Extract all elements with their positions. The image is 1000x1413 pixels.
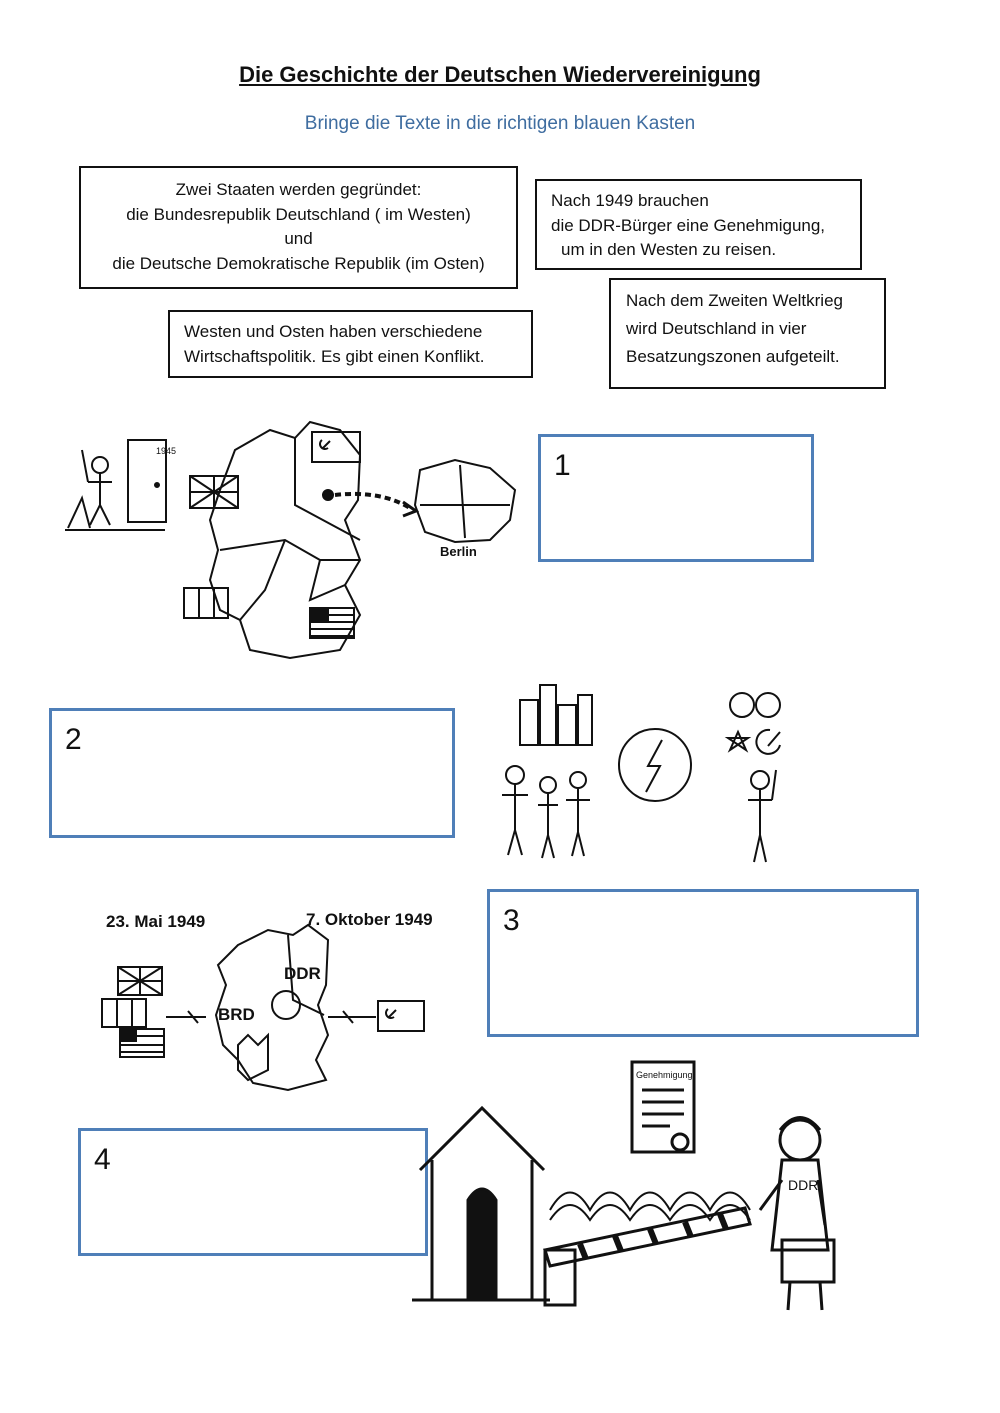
soldier-door-icon [65,440,166,530]
berlin-label: Berlin [440,544,477,559]
worker-figure-icon [748,770,776,862]
uk-flag-icon [190,476,238,508]
card-line: und [284,229,313,249]
illustration-occupation-zones [60,410,530,665]
ddr-label: DDR [284,964,321,983]
card-line: wird Deutschland in vier [626,319,807,339]
illustration-founding [88,895,453,1100]
card-line: Wirtschaftspolitik. Es gibt einen Konflikt. [184,346,485,366]
illustration-border [400,1050,870,1340]
ddr-shirt-label: DDR [788,1177,819,1193]
guard-house-icon [412,1108,550,1300]
france-flag-icon [184,588,228,618]
communist-leaders-icon [728,693,780,754]
slot-number: 1 [554,449,571,482]
card-line: Zwei Staaten werden gegründet: [175,180,422,199]
usa-flag-icon [310,608,354,638]
slot-number: 3 [503,904,520,937]
ddr-emblem-icon [272,991,300,1019]
card-line: die Deutsche Demokratische Republik (im Osten) [112,253,485,273]
card-line: um in den Westen zu reisen. [561,240,777,260]
permit-label: Genehmigung [636,1070,693,1080]
card-line: die Bundesrepublik Deutschland ( im Westen) [126,204,471,224]
page-title: Die Geschichte der Deutschen Wiedervereinigung [239,62,761,87]
skyscrapers-icon [520,685,592,745]
uk-flag-icon [118,967,162,995]
drop-slot-1[interactable] [538,434,814,562]
eagle-emblem-icon [238,1035,268,1080]
card-line: Nach dem Zweiten Weltkrieg [626,291,843,310]
text-card-conflict[interactable] [168,310,533,378]
france-flag-icon [102,999,146,1027]
door-year-label: 1945 [156,446,177,456]
soviet-flag-icon [378,1001,424,1031]
usa-flag-icon [120,1029,164,1057]
handshake-west-icon [166,1011,206,1023]
text-card-occupation[interactable] [609,278,886,389]
slot-number: 4 [94,1143,111,1176]
slot-number: 2 [65,723,82,756]
drop-slot-4[interactable] [78,1128,428,1256]
ddr-citizen-icon [760,1118,834,1311]
text-card-permit[interactable] [535,179,862,270]
card-line: die DDR-Bürger eine Genehmigung, [551,215,826,235]
drop-slot-2[interactable] [49,708,455,838]
border-barrier-icon [545,1208,750,1305]
compass-lightning-icon [619,729,691,801]
text-card-founding[interactable] [79,166,518,289]
capitalist-figures-icon [502,766,590,858]
date-east-label: 7. Oktober 1949 [306,910,433,929]
handshake-east-icon [328,1011,376,1023]
date-west-label: 23. Mai 1949 [106,912,206,931]
card-line: Besatzungszonen aufgeteilt. [626,347,840,367]
illustration-economic-conflict [480,670,805,875]
card-line: Westen und Osten haben verschiedene [184,322,483,341]
drop-slot-3[interactable] [487,889,919,1037]
brd-label: BRD [218,1005,255,1024]
page-subtitle: Bringe die Texte in die richtigen blauen Kasten [304,113,696,134]
card-line: Nach 1949 brauchen [551,191,709,210]
